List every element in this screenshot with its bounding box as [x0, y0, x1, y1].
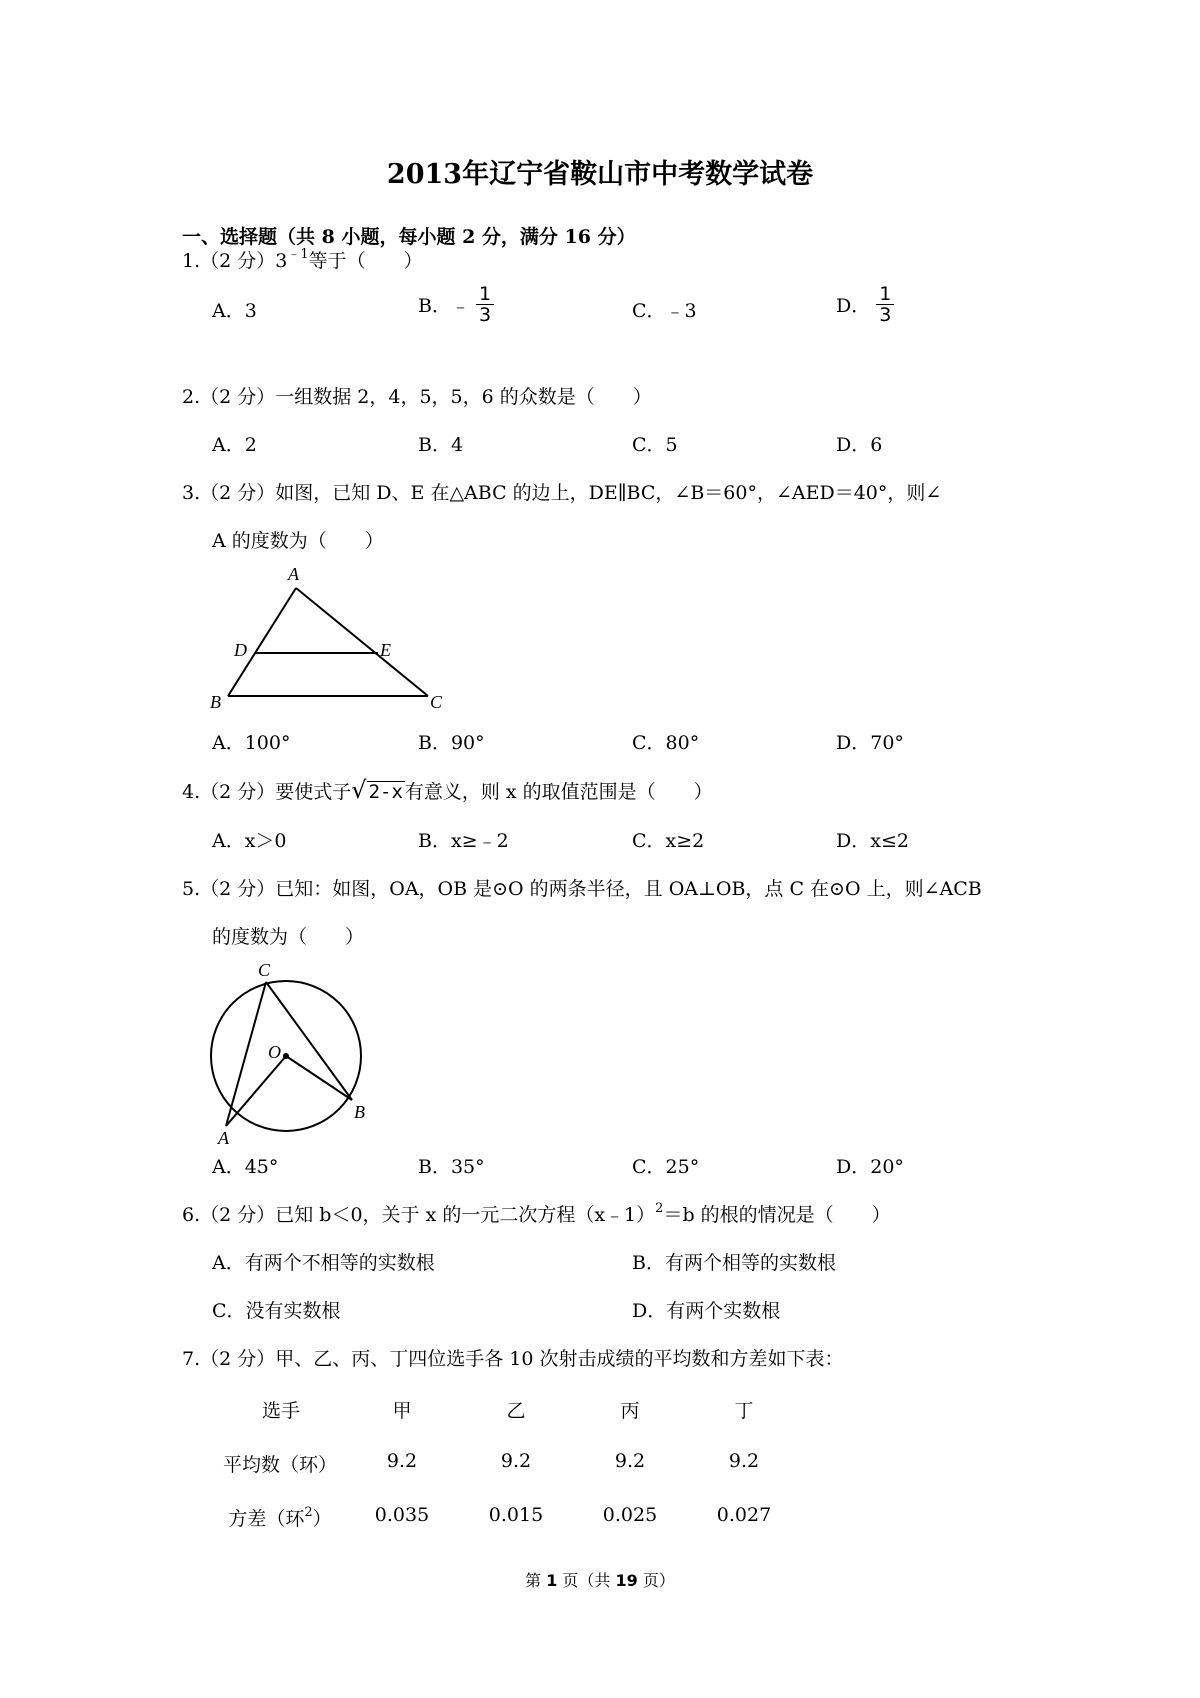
question-5-stem-line1: 5.（2 分）已知：如图，OA，OB 是⊙O 的两条半径，且 OA⊥OB，点 C 在⊙O 上，则∠ACB — [182, 878, 982, 900]
q4-option-a: A．x＞0 — [212, 830, 287, 852]
q4-option-b: B．x≥﹣2 — [418, 830, 509, 852]
question-4-stem: 4.（2 分）要使式子√ 2-x 有意义，则 x 的取值范围是（ ） — [182, 776, 713, 804]
q4-option-d: D．x≤2 — [836, 830, 909, 852]
question-7-stem: 7.（2 分）甲、乙、丙、丁四位选手各 10 次射击成绩的平均数和方差如下表： — [182, 1348, 844, 1370]
total-pages: 19 — [615, 1571, 638, 1590]
q5-option-c: C．25° — [632, 1156, 700, 1178]
radius-ob — [286, 1056, 352, 1100]
label-o: O — [268, 1042, 281, 1062]
q5-option-a: A．45° — [212, 1156, 279, 1178]
q2-option-a: A．2 — [212, 434, 257, 456]
question-2-stem: 2.（2 分）一组数据 2，4，5，5，6 的众数是（ ） — [182, 386, 652, 408]
table-header-yi: 乙 — [506, 1400, 526, 1422]
q4-option-c: C．x≥2 — [632, 830, 705, 852]
table-header-ding: 丁 — [734, 1400, 754, 1422]
page-footer: 第 1 页（共 19 页） — [525, 1571, 675, 1590]
table-header-jia: 甲 — [392, 1400, 412, 1422]
q1-option-c: C．﹣3 — [632, 300, 697, 322]
q6-option-b: B．有两个相等的实数根 — [632, 1252, 836, 1274]
table-cell: 0.027 — [716, 1504, 772, 1526]
triangle-figure — [200, 560, 460, 720]
q1-option-b: B．﹣ $\frac{1}{3}$ — [418, 284, 494, 325]
table-cell: 9.2 — [386, 1450, 418, 1472]
q1-option-d: D． $\frac{1}{3}$ — [836, 284, 894, 325]
label-c: C — [430, 692, 443, 712]
table-row-variance-label: 方差（环$^2$） — [228, 1505, 332, 1530]
q2-option-d: D．6 — [836, 434, 883, 456]
q3-option-a: A．100° — [212, 732, 291, 754]
label-a: A — [218, 1128, 229, 1146]
label-b: B — [210, 692, 221, 712]
q3-option-c: C．80° — [632, 732, 700, 754]
fraction: $\frac{1}{3}$ — [476, 284, 494, 325]
table-header-bing: 丙 — [620, 1400, 640, 1422]
q3-option-d: D．70° — [836, 732, 904, 754]
question-3-stem-line1: 3.（2 分）如图，已知 D、E 在△ABC 的边上，DE∥BC，∠B＝60°，∠AED＝40°，则∠ — [182, 482, 942, 504]
label-b: B — [354, 1102, 365, 1122]
label-c: C — [258, 960, 271, 980]
q1-option-a: A．3 — [212, 300, 257, 322]
table-cell: 0.035 — [374, 1504, 430, 1526]
section-heading: 一、选择题（共 8 小题，每小题 2 分，满分 16 分） — [182, 226, 636, 248]
table-cell: 9.2 — [614, 1450, 646, 1472]
question-1-stem: 1.（2 分）$3^{﹣1}$等于（ ） — [182, 247, 423, 272]
center-dot — [283, 1053, 289, 1059]
question-6-stem: 6.（2 分）已知 b＜0，关于 x 的一元二次方程（x﹣1）$^2$＝b 的根的情况是（ ） — [182, 1201, 891, 1226]
side-ac — [296, 588, 428, 696]
q2-option-b: B．4 — [418, 434, 464, 456]
label-d: D — [234, 640, 247, 660]
page-number: 1 — [546, 1571, 558, 1590]
q2-option-c: C．5 — [632, 434, 678, 456]
q6-option-d: D．有两个实数根 — [632, 1300, 781, 1322]
table-cell: 0.015 — [488, 1504, 544, 1526]
chord-cb — [266, 982, 352, 1100]
radicand: 2-x — [368, 781, 403, 803]
table-header-player: 选手 — [261, 1400, 300, 1422]
question-5-stem-line2: 的度数为（ ） — [212, 926, 365, 948]
page-title: 2013年辽宁省鞍山市中考数学试卷 — [386, 159, 814, 190]
fraction: $\frac{1}{3}$ — [876, 284, 894, 325]
table-cell: 9.2 — [500, 1450, 532, 1472]
label-a: A — [288, 564, 299, 584]
q6-option-a: A．有两个不相等的实数根 — [212, 1252, 435, 1274]
q6-option-c: C．没有实数根 — [212, 1300, 341, 1322]
table-cell: 9.2 — [728, 1450, 760, 1472]
label-e: E — [380, 640, 391, 660]
table-cell: 0.025 — [602, 1504, 658, 1526]
radical-sign: √ — [351, 776, 367, 804]
table-row-mean-label: 平均数（环） — [222, 1454, 337, 1476]
q5-option-b: B．35° — [418, 1156, 485, 1178]
q5-option-d: D．20° — [836, 1156, 904, 1178]
q3-option-b: B．90° — [418, 732, 485, 754]
circle-figure — [200, 956, 380, 1146]
question-3-stem-line2: A 的度数为（ ） — [212, 530, 384, 552]
